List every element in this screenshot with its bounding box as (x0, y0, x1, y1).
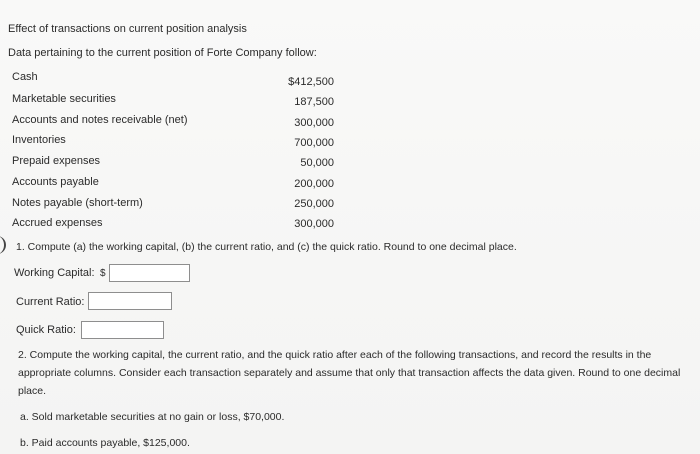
account-label: Inventories (12, 134, 66, 146)
account-label: Marketable securities (12, 93, 116, 105)
question-1-text: 1. Compute (a) the working capital, (b) the current ratio, and (c) the quick ratio. Round to one decimal place. (16, 241, 517, 253)
account-amount: 200,000 (294, 178, 334, 190)
account-label: Notes payable (short-term) (12, 197, 143, 209)
current-ratio-input[interactable] (88, 292, 172, 310)
quick-ratio-label: Quick Ratio: (16, 324, 76, 336)
working-capital-input[interactable] (109, 264, 190, 282)
intro-text: Data pertaining to the current position of Forte Company follow: (8, 47, 317, 59)
page-title: Effect of transactions on current position analysis (8, 23, 247, 35)
account-amount: 300,000 (294, 117, 334, 129)
quick-ratio-input[interactable] (81, 321, 164, 339)
account-amount: $412,500 (288, 76, 334, 88)
account-label: Prepaid expenses (12, 155, 101, 167)
account-amount: 700,000 (294, 137, 334, 149)
account-label: Cash (12, 71, 38, 83)
working-capital-label: Working Capital: (14, 267, 95, 279)
current-ratio-label: Current Ratio: (16, 296, 85, 308)
account-label: Accrued expenses (12, 217, 103, 229)
currency-prefix: $ (100, 268, 106, 279)
transaction-item: b. Paid accounts payable, $125,000. (20, 437, 190, 449)
account-label: Accounts payable (12, 176, 99, 188)
account-label: Accounts and notes receivable (net) (12, 114, 188, 126)
transaction-item: a. Sold marketable securities at no gain or loss, $70,000. (20, 411, 285, 423)
account-amount: 50,000 (300, 157, 334, 169)
account-amount: 300,000 (294, 218, 334, 230)
account-amount: 187,500 (294, 96, 334, 108)
question-marker (0, 236, 6, 254)
question-2-text: 2. Compute the working capital, the current ratio, and the quick ratio after each of the following transactions, and record the results in the appropriate columns. Consider each transaction separately and assume that only that transaction affects the data given. Round to one decimal place. (18, 349, 681, 397)
account-amount: 250,000 (294, 198, 334, 210)
